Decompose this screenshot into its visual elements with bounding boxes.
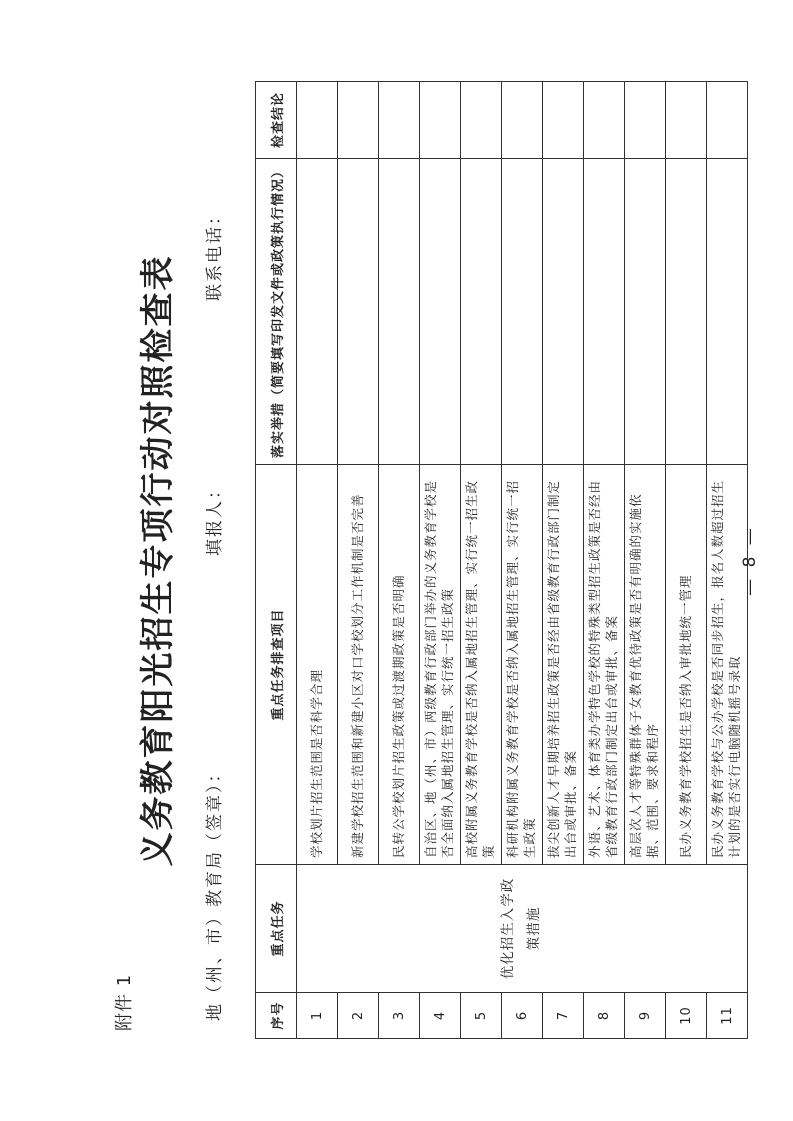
row-item: 民办义务教育学校招生是否纳入审批地统一管理 <box>666 465 707 865</box>
table-header-row <box>256 82 297 1039</box>
conclusion-cell[interactable] <box>625 82 666 159</box>
conclusion-cell[interactable] <box>379 82 420 159</box>
measures-cell[interactable] <box>338 159 379 465</box>
conclusion-cell[interactable] <box>502 82 543 159</box>
form-meta <box>200 0 240 1121</box>
row-item: 高校附属义务教育学校是否纳入属地招生管理、实行统一招生政策 <box>461 465 502 865</box>
measures-cell[interactable] <box>461 159 502 465</box>
measures-cell[interactable] <box>543 159 584 465</box>
measures-cell[interactable] <box>379 159 420 465</box>
header-task: 重点任务 <box>256 865 297 993</box>
row-item: 学校划片招生范围是否科学合理 <box>297 465 338 865</box>
row-item: 拔尖创新人才早期培养招生政策是否经由省级教育行政部门制定出台或审批、备案 <box>543 465 584 865</box>
row-no: 11 <box>707 993 748 1039</box>
row-item: 新建学校招生范围和新建小区对口学校划分工作机制是否完善 <box>338 465 379 865</box>
page-number: — 8 — <box>740 525 760 596</box>
row-item: 科研机构附属义务教育学校是否纳入属地招生管理、实行统一招生政策 <box>502 465 543 865</box>
conclusion-cell[interactable] <box>420 82 461 159</box>
measures-cell[interactable] <box>625 159 666 465</box>
page-title: 义务教育阳光招生专项行动对照检查表 <box>138 254 178 867</box>
row-item: 外语、艺术、体育类办学特色学校的特殊类型招生政策是否经由省级教育行政部门制定出台或审批、备案 <box>584 465 625 865</box>
header-measures: 落实举措（简要填写印发文件或政策执行情况） <box>256 159 297 465</box>
table-row <box>297 82 338 1039</box>
conclusion-cell[interactable] <box>297 82 338 159</box>
measures-cell[interactable] <box>297 159 338 465</box>
header-conclusion: 检查结论 <box>256 82 297 159</box>
checklist-table <box>255 81 748 1039</box>
measures-cell[interactable] <box>420 159 461 465</box>
filler-label: 填报人： <box>205 480 225 556</box>
conclusion-cell[interactable] <box>584 82 625 159</box>
row-no: 3 <box>379 993 420 1039</box>
row-item: 自治区、地（州、市）两级教育行政部门举办的义务教育学校是否全面纳入属地招生管理、实行统一招生政策 <box>420 465 461 865</box>
task-category-label: 优化招生入学政策措施 <box>500 877 542 980</box>
row-no: 7 <box>543 993 584 1039</box>
conclusion-cell[interactable] <box>338 82 379 159</box>
region-label: 地（州、市）教育局（签章）： <box>205 763 225 1021</box>
row-no: 9 <box>625 993 666 1039</box>
row-no: 6 <box>502 993 543 1039</box>
measures-cell[interactable] <box>584 159 625 465</box>
row-item: 民转公学校划片招生政策或过渡期政策是否明确 <box>379 465 420 865</box>
phone-label: 联系电话： <box>205 206 225 301</box>
row-item: 民办义务教育学校与公办学校是否同步招生，报名人数超过招生计划的是否实行电脑随机摇号录取 <box>707 465 748 865</box>
row-no: 4 <box>420 993 461 1039</box>
measures-cell[interactable] <box>502 159 543 465</box>
header-item: 重点任务排查项目 <box>256 465 297 865</box>
row-no: 10 <box>666 993 707 1039</box>
task-category <box>297 865 748 993</box>
conclusion-cell[interactable] <box>461 82 502 159</box>
row-item: 高层次人才等特殊群体子女教育优待政策是否有明确的实施依据、范围、要求和程序 <box>625 465 666 865</box>
row-no: 1 <box>297 993 338 1039</box>
row-no: 2 <box>338 993 379 1039</box>
header-no: 序号 <box>256 993 297 1039</box>
measures-cell[interactable] <box>666 159 707 465</box>
row-no: 5 <box>461 993 502 1039</box>
conclusion-cell[interactable] <box>543 82 584 159</box>
annex-label: 附件 1 <box>114 973 135 1031</box>
conclusion-cell[interactable] <box>666 82 707 159</box>
row-no: 8 <box>584 993 625 1039</box>
